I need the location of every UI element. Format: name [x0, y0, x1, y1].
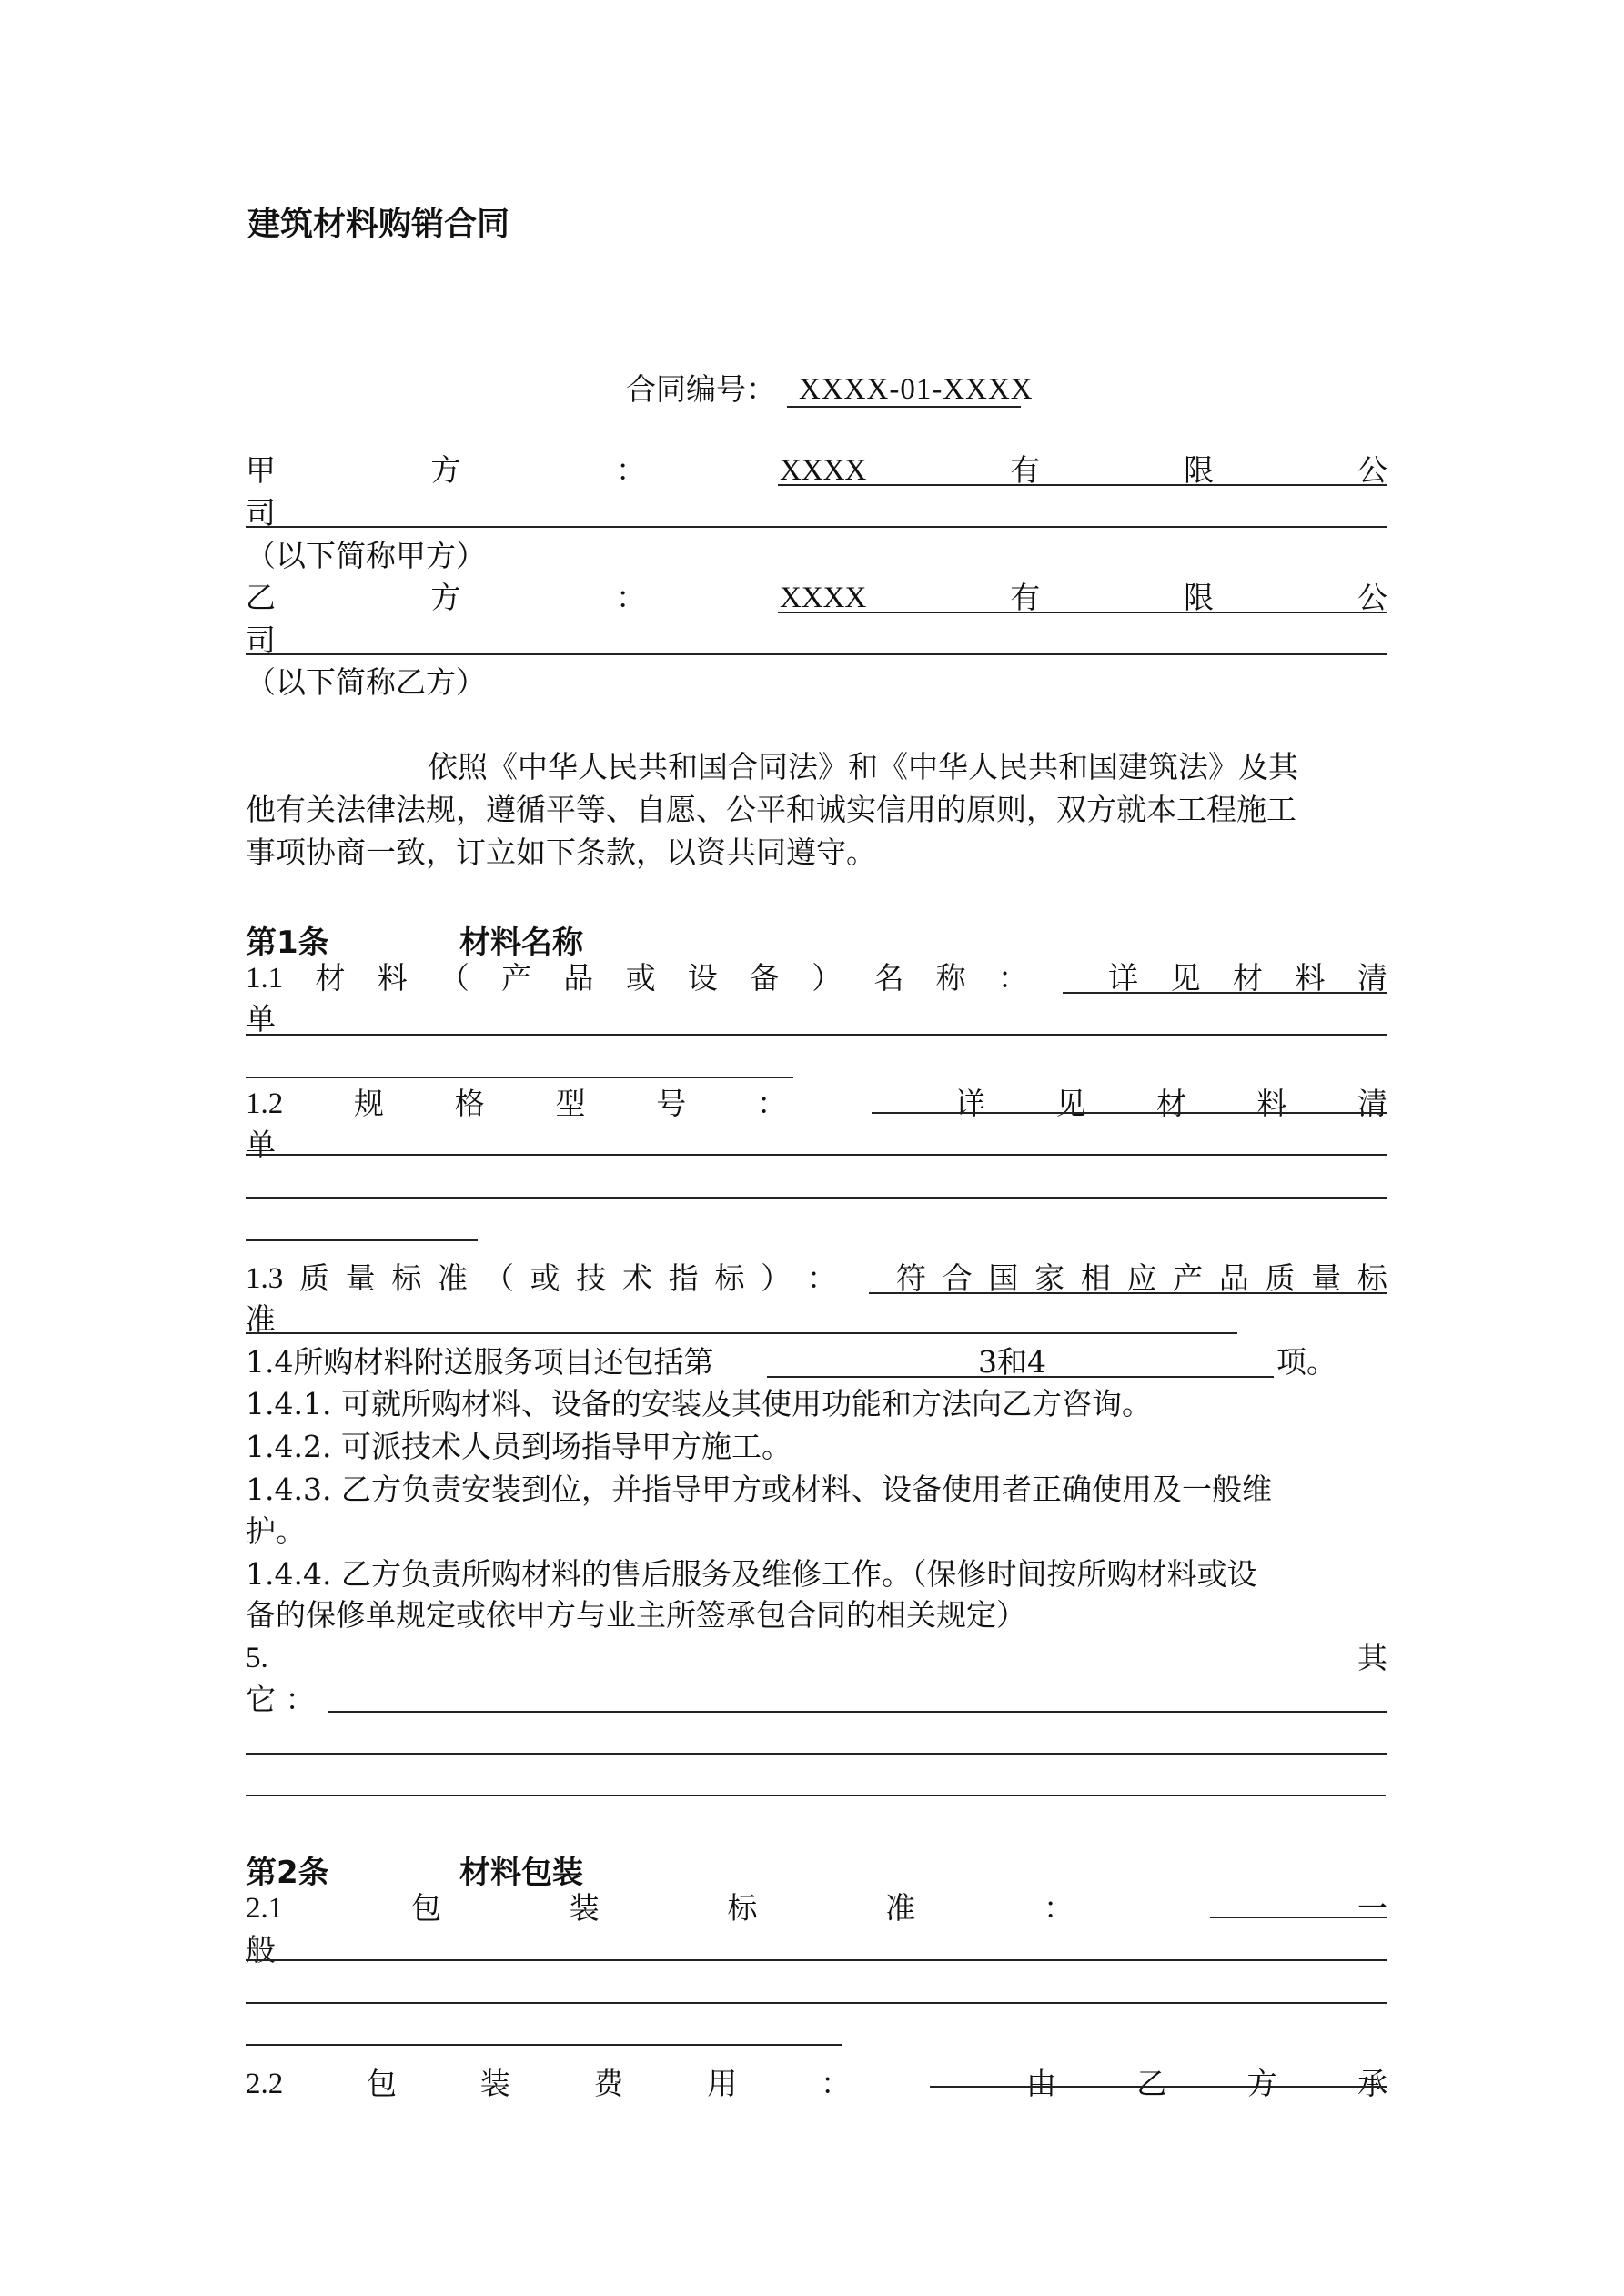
label-char: 准: [885, 1890, 916, 1926]
item-1-2-value: [955, 1086, 1387, 1122]
item-1-2-line: [246, 1197, 1387, 1199]
value-char: 相: [1080, 1260, 1111, 1296]
contract-number-label: 合同编号：: [626, 371, 776, 407]
party-a-value-underline: [778, 484, 1387, 486]
item-1-3-value-tail: 准: [246, 1301, 276, 1337]
party-b-value-char: 限: [1184, 580, 1215, 615]
value-char: 清: [1357, 960, 1387, 996]
label-char: ）: [761, 1260, 792, 1296]
article-2-number: 第2条: [246, 1855, 329, 1891]
item-2-1-label: [246, 1890, 1074, 1927]
label-char: 标: [391, 1260, 422, 1296]
label-char: 量: [345, 1260, 376, 1296]
value-char: 合: [942, 1260, 973, 1296]
party-b-label-char: ：: [616, 580, 646, 615]
item-1-4-3-line: 护。: [246, 1513, 306, 1549]
item-2-2-label: [246, 2066, 851, 2102]
label-char: （: [439, 960, 469, 996]
value-char: 品: [1218, 1260, 1249, 1296]
label-char: 装: [479, 2066, 510, 2101]
party-a-tail-underline: [246, 526, 1387, 528]
item-1-1-value: [1108, 960, 1387, 996]
item-1-3-value: [896, 1260, 1387, 1297]
label-char: 质: [298, 1260, 329, 1296]
item-1-4-prefix: 1.4所购材料附送服务项目还包括第: [246, 1344, 714, 1380]
party-b-value-underline: [778, 612, 1387, 613]
value-char: 料: [1295, 960, 1326, 996]
value-char: 乙: [1136, 2066, 1167, 2101]
value-char: 材: [1156, 1086, 1186, 1121]
item-2-1-line: [246, 2002, 1387, 2004]
item-1-2-line: [246, 1239, 478, 1241]
item-1-3-label: [246, 1260, 837, 1297]
item-1-4-4-line: 1.4.4. 乙方负责所购材料的售后服务及维修工作。（保修时间按所购材料或设: [246, 1556, 1257, 1592]
item-5-label-tail: 它 ：: [246, 1682, 316, 1717]
party-a-label-char: 方: [430, 452, 461, 488]
label-char: 称: [935, 960, 966, 996]
value-char: 清: [1357, 1086, 1387, 1121]
party-a-value-char: XXXX: [780, 454, 867, 487]
item-2-1-line: [246, 2044, 842, 2046]
label-char: 1.3: [246, 1262, 284, 1295]
item-1-1-label: [246, 960, 1028, 996]
party-b-value: [780, 580, 1387, 616]
article-1-title: 材料名称: [459, 925, 583, 961]
item-1-4-suffix: 项。: [1276, 1344, 1337, 1380]
label-char: 装: [569, 1890, 600, 1926]
item-5-line: [328, 1711, 1387, 1713]
label-char: 规: [354, 1086, 384, 1121]
label-char: 包: [411, 1890, 441, 1926]
value-char: 详: [1108, 960, 1138, 996]
label-char: 号: [656, 1086, 687, 1121]
item-2-1-value-head: 一: [1357, 1890, 1387, 1926]
label-char: 或: [625, 960, 656, 996]
item-1-2-label: [246, 1086, 787, 1122]
item-1-1-value-tail: 单: [246, 1001, 276, 1037]
item-1-2-line: [246, 1154, 1387, 1156]
party-a-value: [780, 452, 1387, 489]
value-char: 质: [1265, 1260, 1296, 1296]
label-char: ）: [812, 960, 842, 996]
party-a-value-tail: 司: [246, 495, 276, 531]
item-1-2-value-underline: [872, 1112, 1387, 1114]
party-a-value-char: 有: [1010, 452, 1041, 488]
label-char: ：: [1044, 1890, 1074, 1926]
item-2-2-value-underline: [930, 2086, 1387, 2088]
party-b-label: [246, 580, 646, 616]
item-5-number: 5.: [246, 1642, 268, 1674]
party-b-tail-underline: [246, 653, 1387, 655]
label-char: 格: [454, 1086, 485, 1121]
item-2-1-value-tail: 般: [246, 1932, 276, 1967]
label-char: 指: [668, 1260, 699, 1296]
party-a-label-char: 甲: [246, 452, 276, 488]
label-char: 型: [555, 1086, 586, 1121]
party-b-label-char: 乙: [246, 580, 276, 615]
item-5-line: [246, 1753, 1387, 1755]
item-5-line: [246, 1795, 1386, 1796]
label-char: ：: [757, 1086, 787, 1121]
label-char: 2.2: [246, 2068, 284, 2100]
label-char: 术: [622, 1260, 652, 1296]
label-char: 技: [576, 1260, 607, 1296]
party-b-label-char: 方: [430, 580, 461, 615]
label-char: 产: [501, 960, 532, 996]
label-char: （: [483, 1260, 514, 1296]
value-char: 由: [1026, 2066, 1056, 2101]
value-char: 承: [1357, 2066, 1387, 2101]
label-char: 或: [530, 1260, 560, 1296]
item-1-4-1: 1.4.1. 可就所购材料、设备的安装及其使用功能和方法向乙方咨询。: [246, 1386, 1152, 1421]
value-char: 标: [1357, 1260, 1387, 1296]
value-char: 产: [1173, 1260, 1204, 1296]
value-char: 国: [988, 1260, 1019, 1296]
item-1-2-value-tail: 单: [246, 1127, 276, 1162]
label-char: 标: [714, 1260, 745, 1296]
value-char: 见: [1055, 1086, 1086, 1121]
label-char: 用: [707, 2066, 738, 2101]
preamble-line: 事项协商一致，订立如下条款，以资共同遵守。: [246, 834, 876, 870]
value-char: 见: [1170, 960, 1201, 996]
preamble-line: 他有关法律法规，遵循平等、自愿、公平和诚实信用的原则，双方就本工程施工: [246, 792, 1296, 827]
party-b-value-char: 有: [1010, 580, 1041, 615]
value-char: 符: [896, 1260, 926, 1296]
item-1-1-line: [246, 1034, 1387, 1036]
label-char: ：: [806, 1260, 837, 1296]
label-char: 材: [315, 960, 346, 996]
value-char: 应: [1126, 1260, 1157, 1296]
value-char: 家: [1034, 1260, 1065, 1296]
label-char: 包: [367, 2066, 397, 2101]
value-char: 方: [1246, 2066, 1277, 2101]
item-1-1-value-underline: [1063, 992, 1387, 994]
label-char: 名: [873, 960, 904, 996]
label-char: ：: [997, 960, 1028, 996]
label-char: 品: [563, 960, 594, 996]
value-char: 料: [1256, 1086, 1287, 1121]
document-title: 建筑材料购销合同: [247, 206, 510, 243]
preamble-line: 依照《中华人民共和国合同法》和《中华人民共和国建筑法》及其: [428, 749, 1298, 784]
item-1-1-line: [246, 1077, 793, 1078]
item-5-label-head: 其: [1357, 1640, 1387, 1675]
value-char: 详: [955, 1086, 985, 1121]
item-1-4-value: 3和4: [978, 1344, 1046, 1380]
label-char: 1.2: [246, 1087, 284, 1120]
item-2-2-value: [1026, 2066, 1387, 2102]
party-b-value-char: XXXX: [780, 582, 867, 614]
label-char: 标: [727, 1890, 758, 1926]
article-2-title: 材料包装: [459, 1855, 583, 1891]
item-1-3-line: [246, 1332, 1237, 1334]
contract-number-underline: [787, 406, 1021, 408]
value-char: 材: [1233, 960, 1263, 996]
party-a-label-char: ：: [616, 452, 646, 488]
item-2-1-value-underline: [1210, 1917, 1387, 1918]
label-char: 料: [377, 960, 408, 996]
value-char: 量: [1311, 1260, 1342, 1296]
contract-number-value: XXXX-01-XXXX: [799, 373, 1034, 406]
item-1-4-value-underline: [767, 1376, 1274, 1378]
item-2-1-line: [246, 1959, 1387, 1961]
label-char: 设: [687, 960, 718, 996]
party-a-alias: （以下简称甲方）: [246, 538, 486, 573]
party-a-value-char: 限: [1184, 452, 1215, 488]
party-a-value-char: 公: [1357, 452, 1387, 488]
party-b-value-char: 公: [1357, 580, 1387, 615]
item-1-3-value-underline: [869, 1292, 1387, 1294]
item-1-4-3-line: 1.4.3. 乙方负责安装到位，并指导甲方或材料、设备使用者正确使用及一般维: [246, 1472, 1272, 1507]
item-1-4-4-line: 备的保修单规定或依甲方与业主所签承包合同的相关规定）: [246, 1597, 1026, 1633]
label-char: 费: [593, 2066, 624, 2101]
label-char: 备: [750, 960, 780, 996]
label-char: 2.1: [246, 1892, 284, 1925]
label-char: ：: [821, 2066, 851, 2101]
label-char: 1.1: [246, 962, 284, 995]
label-char: 准: [438, 1260, 469, 1296]
item-1-4-2: 1.4.2. 可派技术人员到场指导甲方施工。: [246, 1429, 792, 1464]
article-1-number: 第1条: [246, 925, 329, 961]
party-a-label: [246, 452, 646, 489]
party-b-alias: （以下简称乙方）: [246, 664, 486, 700]
party-b-value-tail: 司: [246, 622, 276, 658]
